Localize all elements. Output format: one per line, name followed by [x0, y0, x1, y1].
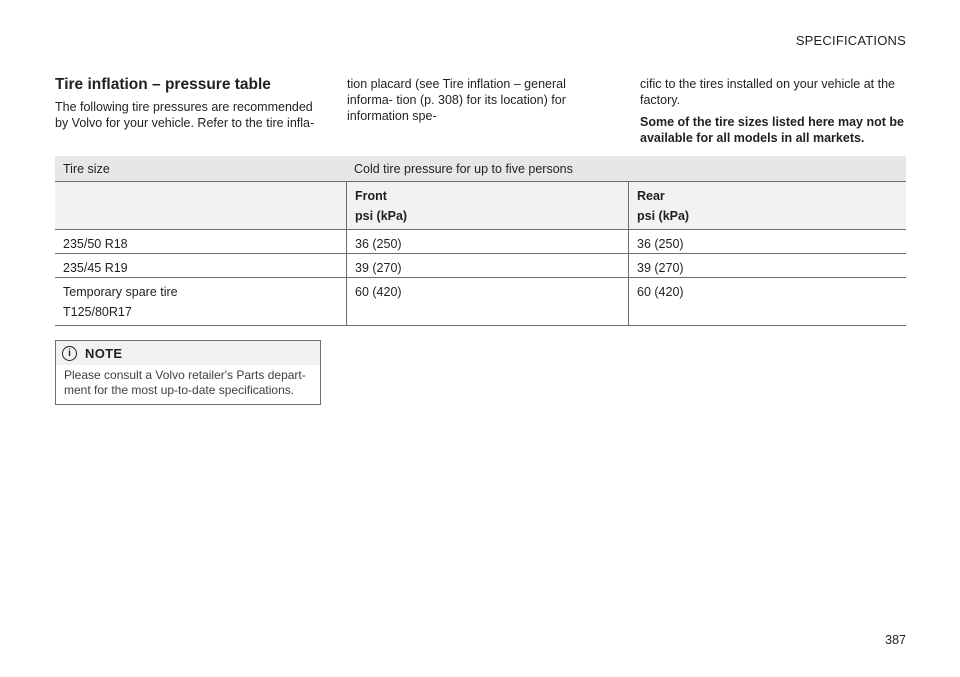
info-icon: i [62, 346, 77, 361]
availability-notice: Some of the tire sizes listed here may not be available for all models in all markets. [640, 115, 904, 145]
cell-rear-pressure: 60 (420) [628, 278, 906, 325]
intro-column-2 [347, 76, 609, 130]
table-subheader-row [55, 182, 906, 230]
page-number: 387 [885, 633, 906, 647]
intro-text-before-link: tion placard (see Tire inflation – general informa- tion [347, 77, 566, 107]
cell-rear-pressure: 36 (250) [628, 230, 906, 253]
cell-tire-size-line1: Temporary spare tire [63, 285, 178, 299]
note-text: Please consult a Volvo retailer's Parts depart- ment for the most up-to-date specifications. [64, 368, 306, 397]
intro-paragraph-2 [347, 76, 609, 124]
section-header: SPECIFICATIONS [795, 33, 906, 48]
subheader-front [346, 182, 628, 229]
intro-paragraph-1: The following tire pressures are recommended by Volvo for your vehicle. Refer to the tire infla- [55, 100, 315, 130]
subheader-rear-label: Rear [637, 189, 665, 203]
cell-front-pressure: 60 (420) [346, 278, 628, 325]
cell-tire-size-line2: T125/80R17 [63, 305, 132, 319]
cell-rear-pressure: 39 (270) [628, 254, 906, 277]
subheader-front-label: Front [355, 189, 387, 203]
cell-tire-size: 235/50 R18 [63, 237, 128, 251]
table-header-row [55, 156, 906, 182]
tire-pressure-table [55, 156, 906, 326]
page-reference-link[interactable]: (p. 308) [419, 93, 464, 107]
subheader-empty [55, 182, 346, 229]
table-row [55, 254, 906, 278]
cell-tire-size [55, 278, 346, 325]
subheader-front-unit: psi (kPa) [355, 209, 408, 223]
subheader-rear [628, 182, 906, 229]
table-row [55, 230, 906, 254]
header-cold-pressure: Cold tire pressure for up to five persons [354, 161, 573, 176]
note-title: NOTE [85, 345, 123, 361]
intro-column-1 [55, 76, 320, 137]
intro-column-3 [640, 76, 906, 152]
intro-text-after-link: for its location) for information spe- [347, 93, 566, 123]
note-box [55, 340, 321, 405]
subheader-rear-unit: psi (kPa) [637, 209, 690, 223]
section-title: Tire inflation – pressure table [55, 76, 271, 93]
cell-tire-size: 235/45 R19 [63, 261, 128, 275]
cell-front-pressure: 36 (250) [346, 230, 628, 253]
intro-paragraph-3: cific to the tires installed on your vehicle at the factory. [640, 77, 895, 107]
table-row [55, 278, 906, 326]
note-header [56, 341, 320, 365]
cell-front-pressure: 39 (270) [346, 254, 628, 277]
header-tire-size: Tire size [63, 161, 110, 176]
